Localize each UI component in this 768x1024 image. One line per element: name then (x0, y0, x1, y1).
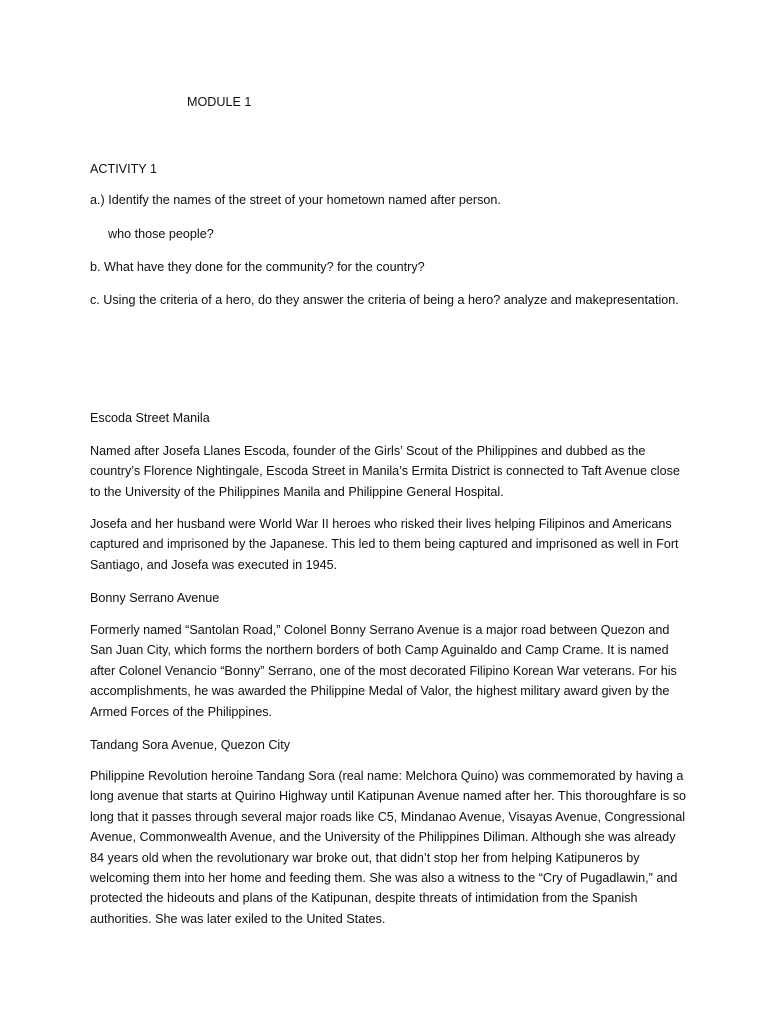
module-title: MODULE 1 (187, 95, 252, 109)
paragraph-escoda-1: Named after Josefa Llanes Escoda, founder of the Girls’ Scout of the Philippines and dubbed as the country’s Florence Nightingale, Escoda Street in Manila’s Ermita District is connected to Taft Avenue close to the University of the Philippines Manila and Philippine General Hospital. (90, 444, 680, 499)
question-c: c. Using the criteria of a hero, do they answer the criteria of being a hero? analyze and makepresentation. (90, 293, 679, 307)
paragraph-bonny-serrano: Formerly named “Santolan Road,” Colonel Bonny Serrano Avenue is a major road between Quezon and San Juan City, which forms the northern borders of both Camp Aguinaldo and Camp Crame. It is named after Colonel Venancio “Bonny” Serrano, one of the most decorated Filipino Korean War veterans. For his accomplishments, he was awarded the Philippine Medal of Valor, the highest military award given by the Armed Forces of the Philippines. (90, 623, 677, 719)
question-a: a.) Identify the names of the street of your hometown named after person. (90, 193, 501, 207)
section-heading-tandang-sora: Tandang Sora Avenue, Quezon City (90, 738, 291, 752)
question-a-followup: who those people? (108, 227, 214, 241)
paragraph-escoda-2: Josefa and her husband were World War II heroes who risked their lives helping Filipinos and Americans captured and imprisoned by the Japanese. This led to them being captured and imprisoned as well in Fort Santiago, and Josefa was executed in 1945. (90, 517, 679, 572)
section-heading-bonny-serrano: Bonny Serrano Avenue (90, 591, 220, 605)
section-heading-escoda: Escoda Street Manila (90, 411, 210, 425)
activity-title: ACTIVITY 1 (90, 162, 157, 176)
question-b: b. What have they done for the community? for the country? (90, 260, 425, 274)
paragraph-tandang-sora: Philippine Revolution heroine Tandang Sora (real name: Melchora Quino) was commemorated by having a long avenue that starts at Quirino Highway until Katipunan Avenue named after her. This thoroughfare is so long that it passes through several major roads like C5, Mindanao Avenue, Visayas Avenue, Congressional Avenue, Commonwealth Avenue, and the University of the Philippines Diliman. Although she was already 84 years old when the revolutionary war broke out, that didn’t stop her from helping Katipuneros by welcoming them into her home and feeding them. She was also a witness to the “Cry of Pugadlawin,” and protected the hideouts and plans of the Katipunan, despite threats of intimidation from the Spanish authorities. She was later exiled to the United States. (90, 769, 687, 926)
